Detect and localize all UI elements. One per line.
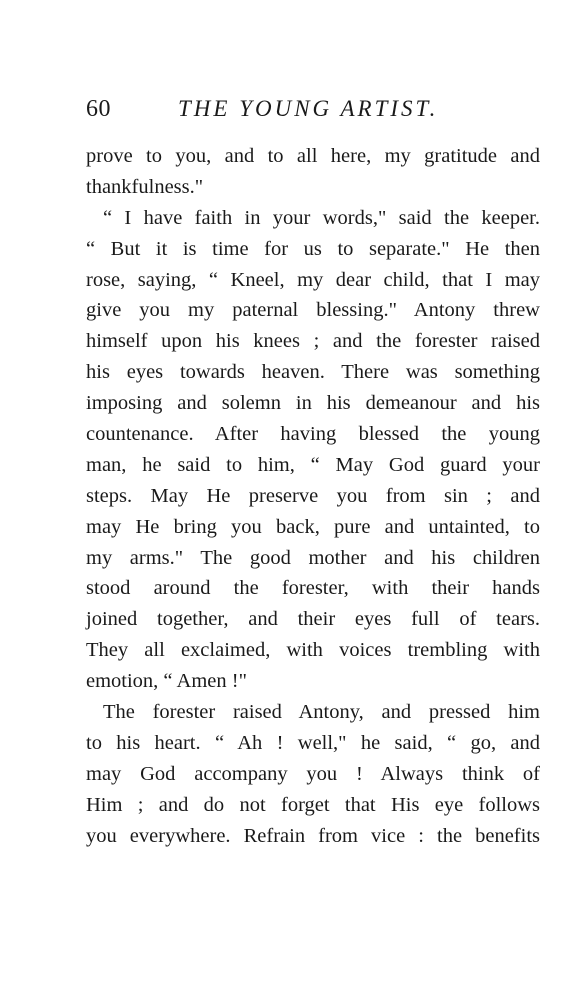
- text-line: stood around the forester, with their hands: [86, 577, 540, 600]
- text-line: imposing and solemn in his demeanour and his: [86, 392, 540, 415]
- text-line: man, he said to him, “ May God guard your: [86, 453, 540, 476]
- body-text: [86, 141, 540, 851]
- text-line: give you my paternal blessing." Antony threw: [86, 299, 540, 322]
- text-line: may God accompany you ! Always think of: [86, 762, 540, 785]
- text-line: emotion, “ Amen !": [86, 670, 247, 693]
- page-number: 60: [86, 96, 111, 122]
- text-line: The forester raised Antony, and pressed him: [103, 701, 540, 724]
- page-header: [86, 94, 540, 124]
- text-line: his eyes towards heaven. There was something: [86, 361, 540, 384]
- text-line: rose, saying, “ Kneel, my dear child, that I may: [86, 268, 540, 291]
- text-line: you everywhere. Refrain from vice : the benefits: [86, 824, 540, 847]
- text-line: my arms." The good mother and his children: [86, 546, 540, 569]
- text-line: They all exclaimed, with voices trembling with: [86, 639, 540, 662]
- text-line: himself upon his knees ; and the forester raised: [86, 330, 540, 353]
- text-line: Him ; and do not forget that His eye follows: [86, 793, 540, 816]
- text-line: steps. May He preserve you from sin ; and: [86, 484, 540, 507]
- text-line: “ I have faith in your words," said the keeper.: [103, 206, 540, 229]
- text-line: prove to you, and to all here, my gratitude and: [86, 145, 540, 167]
- text-line: to his heart. “ Ah ! well," he said, “ go, and: [86, 731, 540, 754]
- text-line: may He bring you back, pure and untainted, to: [86, 515, 540, 538]
- text-line: joined together, and their eyes full of tears.: [86, 608, 540, 631]
- text-line: countenance. After having blessed the young: [86, 423, 540, 446]
- text-line: thankfulness.": [86, 175, 204, 198]
- text-line: “ But it is time for us to separate." He then: [86, 237, 540, 260]
- running-title: THE YOUNG ARTIST.: [178, 96, 439, 121]
